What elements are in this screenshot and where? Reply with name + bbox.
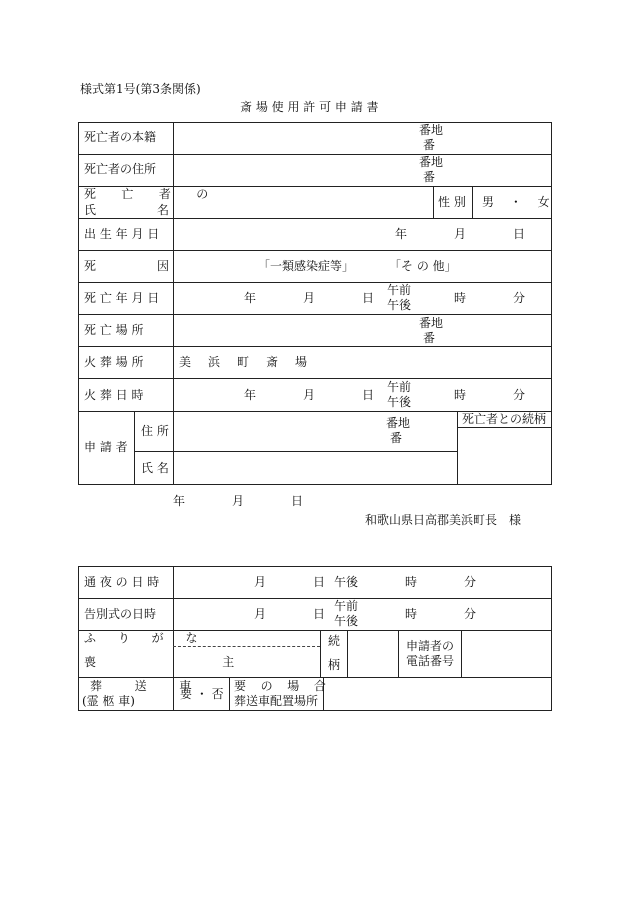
day-label: 日 [362, 388, 375, 402]
hour-label: 時 [454, 291, 467, 305]
am-label: 午前 [387, 283, 412, 297]
label-relation-a: 続 [328, 634, 341, 648]
am-label: 午前 [387, 380, 412, 394]
label-applicant: 申 請 者 [84, 440, 128, 454]
day-label: 日 [313, 607, 326, 621]
day-label: 日 [291, 494, 304, 508]
label-death-datetime: 死 亡 年 月 日 [84, 291, 160, 305]
label-phone-1: 申請者の [406, 639, 455, 653]
label-cause-b: 因 [157, 259, 170, 273]
label-deceased-name-1: 死 亡 者 の [84, 187, 220, 201]
label-furigana: ふ り が な [84, 631, 207, 645]
banchi-label: 番地 [419, 123, 444, 137]
minute-label: 分 [464, 607, 477, 621]
month-label: 月 [254, 607, 267, 621]
label-deceased-address: 死亡者の住所 [84, 162, 157, 176]
month-label: 月 [254, 575, 267, 589]
label-relationship: 死亡者との続柄 [462, 412, 547, 426]
hour-label: 時 [405, 575, 418, 589]
pm-label: 午後 [387, 395, 412, 409]
hour-label: 時 [454, 388, 467, 402]
label-hearse-1: 葬 送 車 [90, 679, 206, 693]
label-chief-mourner: 喪 主 [84, 655, 296, 669]
label-applicant-name: 氏 名 [141, 461, 169, 475]
hour-label: 時 [405, 607, 418, 621]
year-label: 年 [244, 291, 257, 305]
minute-label: 分 [464, 575, 477, 589]
ban-label: 番 [423, 331, 436, 345]
label-death-place: 死 亡 場 所 [84, 323, 144, 337]
label-cremation-datetime: 火 葬 日 時 [84, 388, 144, 402]
banchi-label: 番地 [419, 316, 444, 330]
label-sex: 性 別 [438, 195, 466, 209]
label-deceased-name-2b: 名 [157, 203, 170, 217]
label-need-case-2: 葬送車配置場所 [234, 694, 319, 708]
sex-choice[interactable]: 男 ・ 女 [482, 195, 556, 209]
label-honseki: 死亡者の本籍 [84, 130, 157, 144]
label-deceased-name-2a: 氏 [84, 203, 97, 217]
label-phone-2: 電話番号 [406, 654, 455, 668]
label-birth-date: 出 生 年 月 日 [84, 227, 160, 241]
pm-label: 午後 [334, 614, 359, 628]
ban-label: 番 [390, 431, 403, 445]
pm-label: 午後 [387, 298, 412, 312]
label-relation-b: 柄 [328, 658, 341, 672]
month-label: 月 [232, 494, 245, 508]
month-label: 月 [303, 388, 316, 402]
year-label: 年 [244, 388, 257, 402]
pm-label: 午後 [334, 575, 359, 589]
year-label: 年 [395, 227, 408, 241]
cause-option-infectious[interactable]: 「一類感染症等」 [258, 259, 355, 273]
hearse-need-choice[interactable]: 要 ・ 否 [180, 687, 224, 701]
banchi-label: 番地 [419, 155, 444, 169]
month-label: 月 [454, 227, 467, 241]
label-cremation-place: 火 葬 場 所 [84, 355, 144, 369]
label-cause-a: 死 [84, 259, 97, 273]
label-funeral-datetime: 告別式の日時 [84, 607, 157, 621]
day-label: 日 [362, 291, 375, 305]
form-number: 様式第1号(第3条関係) [80, 82, 201, 96]
minute-label: 分 [513, 291, 526, 305]
cremation-place-value: 美 浜 町 斎 場 [179, 355, 314, 369]
day-label: 日 [313, 575, 326, 589]
cause-option-other[interactable]: 「そ の 他」 [389, 259, 457, 273]
ban-label: 番 [423, 170, 436, 184]
banchi-label: 番地 [386, 416, 411, 430]
form-title: 斎 場 使 用 許 可 申 請 書 [240, 100, 379, 114]
label-wake-datetime: 通 夜 の 日 時 [84, 575, 160, 589]
am-label: 午前 [334, 599, 359, 613]
label-need-case-1: 要 の 場 合 [234, 679, 332, 693]
addressee: 和歌山県日高郡美浜町長 様 [365, 513, 522, 527]
label-hearse-2: (霊 柩 車) [82, 694, 135, 708]
ban-label: 番 [423, 138, 436, 152]
label-applicant-address: 住 所 [141, 424, 169, 438]
year-label: 年 [173, 494, 186, 508]
month-label: 月 [303, 291, 316, 305]
minute-label: 分 [513, 388, 526, 402]
day-label: 日 [513, 227, 526, 241]
